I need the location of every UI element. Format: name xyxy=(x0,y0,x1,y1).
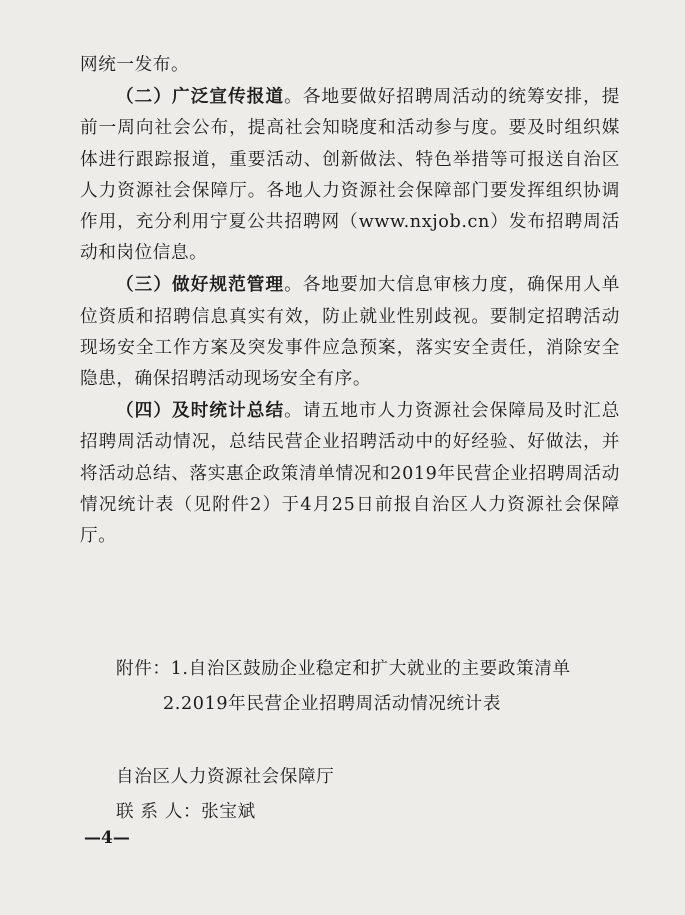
section-publicity xyxy=(80,81,620,269)
attachment-item-2: 2.2019年民营企业招聘周活动情况统计表 xyxy=(163,694,502,714)
section-management xyxy=(80,269,620,395)
attachment-line-2 xyxy=(163,689,501,720)
section-publicity-body: 。各地要做好招聘周活动的统筹安排，提前一周向社会公布，提高社会知晓度和活动参与度。要及时组织媒体进行跟踪报道，重要活动、创新做法、特色举措等可报送自治区人力资源社会保障厅。各地人力资源社会保障部门要发挥组织协调作用，充分利用宁夏公共招聘网（www.nxjob.cn）发布招聘周活动和岗位信息。 xyxy=(80,87,620,264)
attachment-line-1 xyxy=(116,654,571,685)
section-statistics-heading: （四）及时统计总结 xyxy=(116,400,285,422)
section-management-heading: （三）做好规范管理 xyxy=(116,274,285,296)
continuation-paragraph xyxy=(80,50,620,81)
document-body xyxy=(80,50,620,552)
section-statistics-body: 。请五地市人力资源社会保障局及时汇总招聘周活动情况，总结民营企业招聘活动中的好经验、好做法，并将活动总结、落实惠企政策清单情况和2019年民营企业招聘周活动情况统计表（见附件2）于4月25日前报自治区人力资源社会保障厅。 xyxy=(80,401,620,547)
page-number: —4— xyxy=(84,828,130,848)
attachment-item-1: 1.自治区鼓励企业稳定和扩大就业的主要政策清单 xyxy=(170,659,571,679)
signature-contact: 联 系 人：张宝斌 xyxy=(116,802,256,822)
attachment-label: 附件： xyxy=(116,659,171,679)
signature-org: 自治区人力资源社会保障厅 xyxy=(116,767,335,787)
section-statistics xyxy=(80,395,620,552)
section-publicity-heading: （二）广泛宣传报道 xyxy=(116,86,285,108)
continuation-text: 网统一发布。 xyxy=(80,55,190,75)
section-management-body: 。各地要加大信息审核力度，确保用人单位资质和招聘信息真实有效，防止就业性别歧视。要制定招聘活动现场安全工作方案及突发事件应急预案，落实安全责任，消除安全隐患，确保招聘活动现场安全有序。 xyxy=(80,275,620,390)
